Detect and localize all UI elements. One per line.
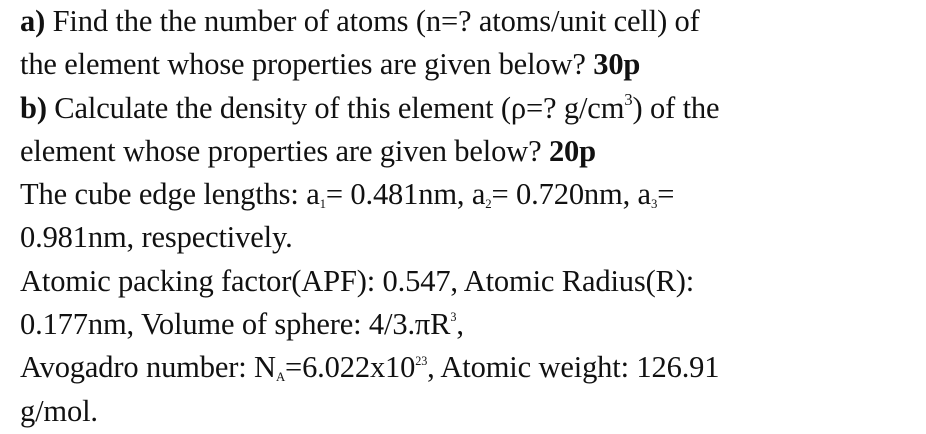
avogadro-exponent: 23 (415, 353, 428, 368)
avogadro-lead: Avogadro number: N (20, 350, 276, 385)
avogadro-value: =6.022x10 (285, 350, 416, 385)
avogadro-line-2 (20, 390, 920, 433)
question-b-line-2 (20, 130, 920, 173)
edge-lengths-line-2 (20, 216, 920, 259)
edge-lengths-lead: The cube edge lengths: a (20, 177, 320, 212)
atomic-weight-unit: g/mol. (20, 393, 98, 428)
problem-text (20, 0, 920, 433)
apf-line-1 (20, 260, 920, 303)
edge-a1-subscript: 1 (319, 197, 326, 212)
apf-line-2 (20, 303, 920, 346)
edge-a2-subscript: 2 (485, 197, 492, 212)
question-a-line-1 (20, 0, 920, 43)
apf-text-2: 0.177nm, Volume of sphere: 4/3.πR (20, 307, 451, 342)
edge-a3-subscript: 3 (650, 197, 658, 212)
question-a-label: a) (20, 4, 46, 38)
edge-lengths-line-1 (20, 173, 920, 216)
edge-a1-value: = 0.481nm, a (325, 177, 486, 212)
question-b-label: b) (20, 90, 47, 125)
question-b-text-1: Calculate the density of this element (ρ=? g/cm (46, 90, 625, 125)
atomic-weight-text: , Atomic weight: 126.91 (427, 350, 720, 385)
sphere-volume-exponent: 3 (450, 310, 457, 325)
avogadro-line-1 (20, 346, 920, 389)
question-b-points: 20p (548, 133, 596, 168)
question-b-text-2: element whose properties are given below? (20, 133, 549, 168)
question-b-cube-exponent: 3 (624, 90, 633, 110)
apf-text-2-end: , (456, 307, 464, 342)
question-a-text-2: the element whose properties are given below? (20, 47, 594, 82)
edge-a3-equals: = (657, 177, 675, 212)
apf-text-1: Atomic packing factor(APF): 0.547, Atomic Radius(R): (20, 263, 695, 298)
edge-a2-value: = 0.720nm, a (491, 177, 651, 212)
question-a-points: 30p (593, 47, 641, 82)
question-a-text-1: Find the the number of atoms (n=? atoms/unit cell) of (45, 4, 700, 38)
question-a-line-2 (20, 43, 920, 86)
avogadro-subscript: A (275, 370, 286, 385)
question-b-text-1-end: ) of the (632, 90, 720, 125)
edge-a3-value: 0.981nm, respectively. (20, 220, 293, 255)
question-b-line-1 (20, 87, 920, 130)
